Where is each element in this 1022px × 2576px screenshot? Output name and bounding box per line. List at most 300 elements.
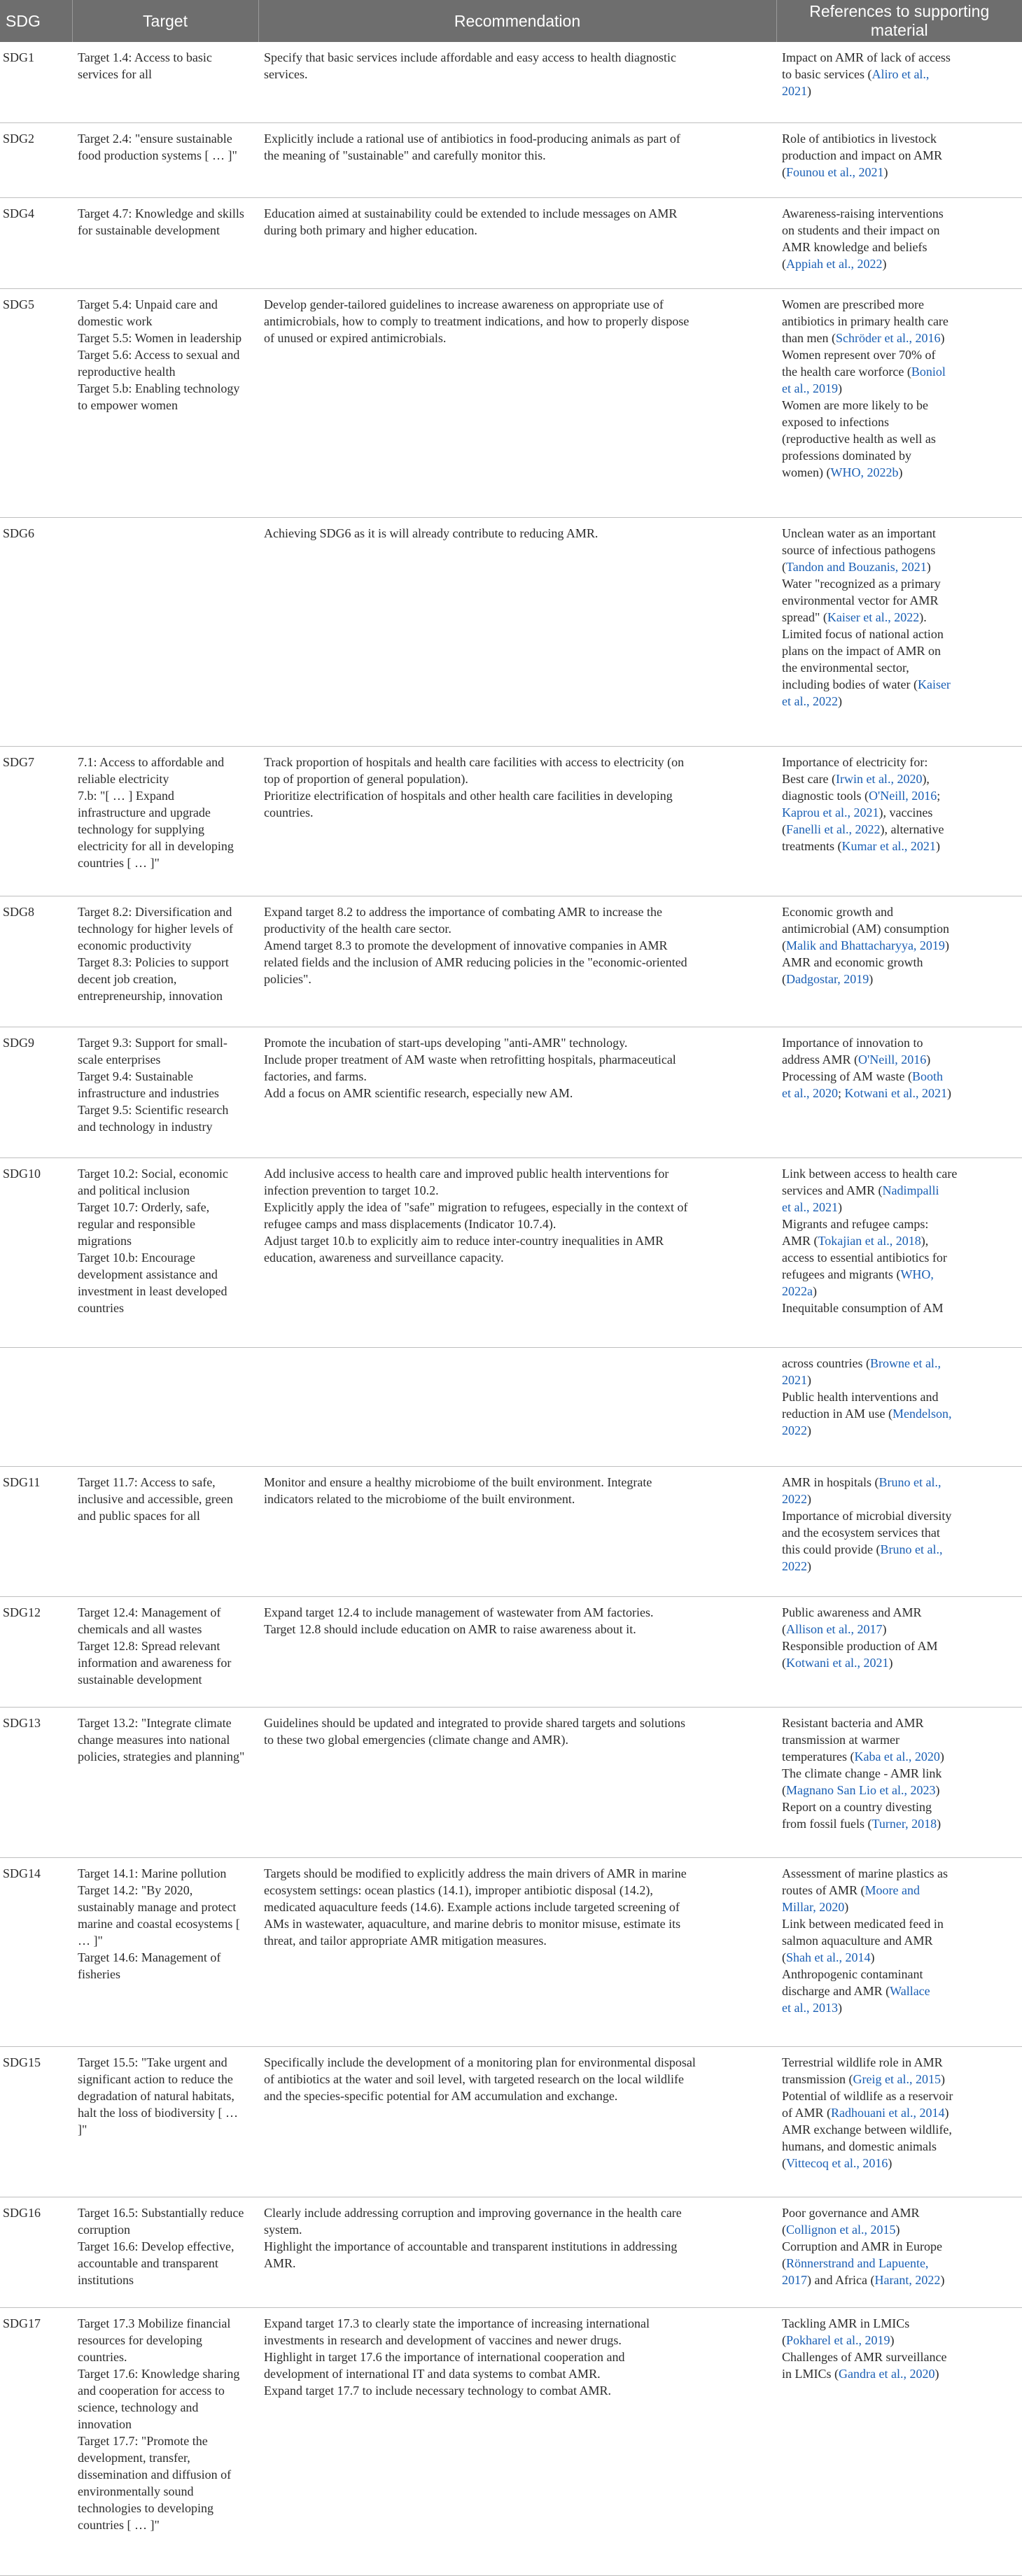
- reference-text: temperatures (: [782, 1750, 855, 1764]
- citation-link[interactable]: et al., 2020: [782, 1085, 838, 1100]
- header-target: Target: [72, 0, 258, 42]
- target-cell: [72, 123, 258, 198]
- text-line: Target 17.3 Mobilize financial: [78, 2316, 231, 2330]
- recommendation-cell: [258, 198, 776, 289]
- text-line: halt the loss of biodiversity [ …: [78, 2106, 238, 2120]
- text-line: significant action to reduce the: [78, 2072, 233, 2087]
- references-cell: [776, 2307, 1022, 2575]
- reference-line: [782, 1983, 1016, 1999]
- table-row: [0, 198, 1022, 289]
- reference-line: [782, 2221, 1016, 2238]
- text-line: degradation of natural habitats,: [78, 2089, 234, 2104]
- reference-text: treatments (: [782, 838, 842, 853]
- reference-line: [782, 1405, 1016, 1422]
- reference-text: (: [782, 822, 786, 836]
- citation-link[interactable]: Dadgostar, 2019: [786, 972, 869, 987]
- reference-line: [782, 49, 1016, 66]
- reference-text: ),: [922, 771, 930, 786]
- reference-text: reduction in AM use (: [782, 1406, 892, 1421]
- citation-link[interactable]: Founou et al., 2021: [786, 165, 884, 180]
- reference-line: [782, 447, 1016, 464]
- text-line: change measures into national: [78, 1733, 230, 1747]
- reference-line: [782, 1216, 1016, 1232]
- reference-line: [782, 464, 1016, 481]
- table-row: [0, 289, 1022, 518]
- reference-line: [782, 2088, 1016, 2104]
- reference-text: refugees and migrants (: [782, 1267, 901, 1282]
- text-line: during both primary and higher education.: [264, 223, 477, 238]
- citation-link[interactable]: 2022: [782, 1423, 807, 1437]
- reference-line: [782, 1249, 1016, 1266]
- reference-line: [782, 693, 1016, 710]
- citation-link[interactable]: Pokharel et al., 2019: [786, 2332, 890, 2347]
- reference-text: women) (: [782, 465, 831, 480]
- recommendation-cell: [258, 896, 776, 1027]
- text-line: Specifically include the development of a monitoring plan for environmental disposal: [264, 2055, 696, 2070]
- text-line: services for all: [78, 67, 152, 81]
- text-line: sustainable development: [78, 1672, 202, 1687]
- reference-text: (reproductive health as well as: [782, 432, 936, 446]
- text-line: chemicals and all wastes: [78, 1621, 202, 1636]
- citation-link[interactable]: Tandon and Bouzanis, 2021: [786, 560, 927, 575]
- reference-text: ): [807, 1491, 811, 1506]
- text-line: Target 9.3: Support for small-: [78, 1035, 227, 1050]
- reference-line: [782, 1507, 1016, 1524]
- reference-line: [782, 1999, 1016, 2016]
- reference-line: [782, 1604, 1016, 1621]
- text-line: Target 4.7: Knowledge and skills: [78, 206, 244, 221]
- reference-text: ): [807, 1558, 811, 1573]
- recommendation-cell: [258, 518, 776, 747]
- text-line: institutions: [78, 2272, 134, 2287]
- table-row: [0, 896, 1022, 1027]
- reference-text: Inequitable consumption of AM: [782, 1301, 944, 1316]
- citation-link[interactable]: Kaiser et al., 2022: [827, 610, 920, 625]
- text-line: countries: [78, 1301, 124, 1316]
- references-cell: [776, 1158, 1022, 1348]
- reference-line: [782, 2255, 1016, 2272]
- target-cell: [72, 1027, 258, 1157]
- citation-link[interactable]: Magnano San Lio et al., 2023: [786, 1783, 936, 1798]
- reference-text: ): [940, 2272, 945, 2287]
- reference-text: ), alternative: [880, 822, 944, 836]
- reference-line: [782, 1388, 1016, 1405]
- target-cell: [72, 42, 258, 123]
- recommendation-cell: [258, 1708, 776, 1857]
- text-line: Target 15.5: "Take urgent and: [78, 2055, 227, 2070]
- reference-text: ): [946, 1085, 951, 1100]
- text-line: Expand target 17.7 to include necessary technology to combat AMR.: [264, 2383, 612, 2398]
- citation-link[interactable]: O'Neill, 2016: [869, 788, 937, 803]
- text-line: investment in least developed: [78, 1284, 227, 1299]
- recommendation-cell: [258, 1857, 776, 2047]
- text-line: refugee camps and mass displacements (Indicator 10.7.4).: [264, 1217, 556, 1232]
- target-cell: [72, 2197, 258, 2307]
- text-line: ecosystem settings: ocean plastics (14.1), improper antibiotic disposal (14.2),: [264, 1882, 653, 1897]
- reference-text: of AMR (: [782, 2106, 832, 2120]
- reference-line: [782, 1654, 1016, 1671]
- reference-line: [782, 380, 1016, 397]
- reference-text: ): [883, 165, 888, 180]
- header-sdg: SDG: [0, 0, 72, 42]
- citation-link[interactable]: Kaprou et al., 2021: [782, 805, 879, 819]
- citation-link[interactable]: et al., 2022: [782, 694, 838, 709]
- recommendation-cell: [258, 2047, 776, 2197]
- reference-line: [782, 770, 1016, 787]
- table-row: [0, 1596, 1022, 1707]
- references-cell: [776, 746, 1022, 896]
- reference-text: Link between access to health care: [782, 1167, 958, 1181]
- reference-text: Anthropogenic contaminant: [782, 1966, 923, 1981]
- reference-text: (: [782, 1655, 786, 1670]
- reference-text: spread" (: [782, 610, 827, 625]
- text-line: Explicitly include a rational use of antibiotics in food-producing animals as part of: [264, 132, 680, 146]
- citation-link[interactable]: 2022a: [782, 1284, 813, 1299]
- reference-line: [782, 164, 1016, 181]
- text-line: medicated aquaculture feeds (14.6). Example actions include targeted screening of: [264, 1899, 680, 1914]
- text-line: top of proportion of general population).: [264, 771, 468, 786]
- reference-text: ): [944, 938, 949, 953]
- reference-line: [782, 1715, 1016, 1731]
- target-cell: [72, 1466, 258, 1596]
- target-cell: [72, 1596, 258, 1707]
- text-line: Target 5.6: Access to sexual and: [78, 348, 240, 363]
- reference-line: [782, 1199, 1016, 1216]
- citation-link[interactable]: Bruno et al.,: [878, 1474, 941, 1489]
- citation-link[interactable]: Collignon et al., 2015: [786, 2222, 896, 2237]
- reference-text: humans, and domestic animals: [782, 2139, 937, 2154]
- table-row: [0, 1027, 1022, 1157]
- text-line: Highlight in target 17.6 the importance of international cooperation and: [264, 2349, 625, 2364]
- reference-text: ): [869, 972, 874, 987]
- sdg-cell: SDG7: [0, 746, 72, 896]
- reference-line: [782, 2071, 1016, 2088]
- reference-text: to basic services (: [782, 67, 872, 81]
- reference-text: (: [782, 2222, 786, 2237]
- reference-text: Link between medicated feed in: [782, 1916, 944, 1931]
- reference-line: [782, 1372, 1016, 1388]
- text-line: Target 5.4: Unpaid care and: [78, 297, 218, 312]
- citation-link[interactable]: O'Neill, 2016: [858, 1052, 927, 1067]
- text-line: domestic work: [78, 314, 153, 329]
- citation-link[interactable]: 2021: [782, 84, 807, 98]
- reference-text: Poor governance and AMR: [782, 2205, 920, 2220]
- text-line: ]": [78, 2123, 88, 2137]
- reference-text: Importance of innovation to: [782, 1035, 923, 1050]
- reference-text: ;: [837, 1085, 845, 1100]
- text-line: decent job creation,: [78, 972, 177, 987]
- text-line: indicators related to the microbiome of the built environment.: [264, 1491, 575, 1506]
- text-line: infrastructure and upgrade: [78, 805, 211, 819]
- reference-text: (: [782, 2156, 786, 2171]
- reference-text: Importance of microbial diversity: [782, 1508, 952, 1523]
- text-line: antimicrobials, how to comply to treatment indications, and how to properly dispose: [264, 314, 690, 329]
- reference-text: ): [939, 1750, 944, 1764]
- text-line: Target 5.b: Enabling technology: [78, 381, 240, 396]
- citation-link[interactable]: 2021: [782, 1372, 807, 1387]
- reference-line: [782, 1085, 1016, 1102]
- citation-link[interactable]: et al., 2021: [782, 1200, 838, 1215]
- reference-line: [782, 1932, 1016, 1949]
- citation-link[interactable]: Kotwani et al., 2021: [844, 1085, 947, 1100]
- citation-link[interactable]: Kumar et al., 2021: [841, 838, 936, 853]
- reference-text: AMR in hospitals (: [782, 1474, 879, 1489]
- text-line: and technology in industry: [78, 1119, 213, 1134]
- text-line: Target 14.6: Management of: [78, 1950, 221, 1964]
- reference-text: ): [890, 2332, 895, 2347]
- text-line: Expand target 8.2 to address the importance of combating AMR to increase the: [264, 905, 663, 920]
- text-line: Expand target 17.3 to clearly state the importance of increasing international: [264, 2316, 650, 2330]
- citation-link[interactable]: 2017: [782, 2272, 807, 2287]
- reference-line: [782, 920, 1016, 937]
- citation-link[interactable]: Wallace: [890, 1983, 930, 1998]
- target-cell: [72, 896, 258, 1027]
- reference-text: ): [940, 2072, 945, 2087]
- citation-link[interactable]: Greig et al., 2015: [853, 2072, 941, 2087]
- reference-line: [782, 1283, 1016, 1300]
- citation-link[interactable]: Rönnerstrand and Lapuente,: [786, 2255, 929, 2270]
- reference-text: Unclean water as an important: [782, 526, 936, 541]
- reference-text: in LMICs (: [782, 2366, 839, 2381]
- text-line: system.: [264, 2222, 302, 2237]
- references-cell: [776, 42, 1022, 123]
- reference-line: [782, 414, 1016, 430]
- text-line: to these two global emergencies (climate change and AMR).: [264, 1733, 569, 1747]
- reference-line: [782, 2104, 1016, 2121]
- text-line: Target 14.2: "By 2020,: [78, 1882, 193, 1897]
- citation-link[interactable]: Tokajian et al., 2018: [818, 1234, 921, 1248]
- reference-line: [782, 787, 1016, 804]
- references-cell: [776, 896, 1022, 1027]
- reference-text: ): [937, 1817, 941, 1831]
- sdg-cell: SDG6: [0, 518, 72, 747]
- text-line: Target 8.3: Policies to support: [78, 955, 229, 970]
- text-line: marine and coastal ecosystems [: [78, 1916, 240, 1931]
- reference-text: Limited focus of national action: [782, 627, 944, 642]
- reference-line: [782, 330, 1016, 346]
- citation-link[interactable]: Gandra et al., 2020: [839, 2366, 935, 2381]
- reference-line: [782, 430, 1016, 447]
- text-line: environmentally sound: [78, 2484, 194, 2498]
- references-cell: [776, 1857, 1022, 2047]
- references-cell: [776, 1466, 1022, 1596]
- text-line: Highlight the importance of accountable and transparent institutions in addressing: [264, 2239, 678, 2253]
- table-row: [0, 1466, 1022, 1596]
- reference-line: [782, 1731, 1016, 1748]
- citation-link[interactable]: Boniol: [911, 365, 946, 379]
- citation-link[interactable]: Kotwani et al., 2021: [786, 1655, 889, 1670]
- header-recommendation: Recommendation: [258, 0, 776, 42]
- text-line: countries [ … ]": [78, 2517, 160, 2532]
- table-row: [0, 2197, 1022, 2307]
- reference-text: professions dominated by: [782, 449, 911, 463]
- citation-link[interactable]: Browne et al.,: [869, 1356, 941, 1370]
- reference-text: (: [782, 1783, 786, 1798]
- reference-text: ): [888, 2156, 892, 2171]
- reference-text: ): [944, 2106, 949, 2120]
- reference-text: ), vaccines: [878, 805, 933, 819]
- reference-text: (: [782, 2255, 786, 2270]
- text-line: Adjust target 10.b to explicitly aim to reduce inter-country inequalities in AMR: [264, 1234, 664, 1248]
- text-line: of unused or expired antimicrobials.: [264, 331, 447, 346]
- recommendation-cell: [258, 1596, 776, 1707]
- text-line: Target 10.7: Orderly, safe,: [78, 1200, 210, 1215]
- reference-text: services and AMR (: [782, 1183, 883, 1198]
- reference-text: (: [782, 972, 786, 987]
- reference-text: AMR exchange between wildlife,: [782, 2123, 952, 2137]
- reference-text: routes of AMR (: [782, 1882, 865, 1897]
- citation-link[interactable]: Vittecoq et al., 2016: [786, 2156, 888, 2171]
- reference-line: [782, 130, 1016, 147]
- target-cell: [72, 518, 258, 747]
- reference-line: [782, 1232, 1016, 1249]
- reference-text: across countries (: [782, 1356, 870, 1370]
- reference-text: ): [926, 1052, 931, 1067]
- reference-text: antibiotics in primary health care: [782, 314, 948, 329]
- citation-link[interactable]: WHO, 2022b: [830, 465, 899, 480]
- citation-link[interactable]: Kaiser: [917, 677, 951, 692]
- reference-text: ): [935, 1783, 940, 1798]
- target-cell: [72, 1158, 258, 1348]
- text-line: productivity of the health care sector.: [264, 922, 451, 936]
- reference-text: Women represent over 70% of: [782, 348, 936, 363]
- reference-line: [782, 1882, 1016, 1899]
- reference-line: [782, 1422, 1016, 1439]
- citation-link[interactable]: Allison et al., 2017: [786, 1621, 883, 1636]
- text-line: Track proportion of hospitals and health care facilities with access to electricity (on: [264, 754, 685, 769]
- citation-link[interactable]: 2022: [782, 1558, 807, 1573]
- reference-text: ).: [919, 610, 927, 625]
- text-line: AMs in wastewater, aquaculture, and marine debris to monitor misuse, estimate its: [264, 1916, 681, 1931]
- text-line: threat, and tailor appropriate AMR mitigation measures.: [264, 1933, 547, 1948]
- reference-text: Terrestrial wildlife role in AMR: [782, 2055, 943, 2070]
- recommendation-cell: [258, 1466, 776, 1596]
- citation-link[interactable]: Bruno et al.,: [880, 1542, 943, 1556]
- text-line: Expand target 12.4 to include management of wastewater from AM factories.: [264, 1605, 654, 1619]
- text-line: of antibiotics at the water and soil level, with targeted research on the local wildlife: [264, 2072, 684, 2087]
- reference-text: Role of antibiotics in livestock: [782, 132, 937, 146]
- reference-line: [782, 1765, 1016, 1782]
- reference-line: [782, 1355, 1016, 1372]
- table-row: [0, 1347, 1022, 1466]
- reference-text: Economic growth and: [782, 905, 893, 920]
- target-cell: [72, 1347, 258, 1466]
- reference-line: [782, 1949, 1016, 1966]
- citation-link[interactable]: 2022: [782, 1491, 807, 1506]
- target-cell: [72, 2307, 258, 2575]
- reference-line: [782, 2238, 1016, 2255]
- citation-link[interactable]: Nadimpalli: [882, 1183, 939, 1198]
- text-line: Explicitly apply the idea of "safe" migration to refugees, especially in the context of: [264, 1200, 688, 1215]
- reference-line: [782, 1051, 1016, 1068]
- reference-line: [782, 971, 1016, 987]
- text-line: technologies to developing: [78, 2500, 214, 2515]
- header-references: References to supporting material: [776, 0, 1022, 42]
- citation-link[interactable]: et al., 2013: [782, 2000, 838, 2015]
- reference-text: Resistant bacteria and AMR: [782, 1716, 924, 1731]
- citation-link[interactable]: Moore and: [864, 1882, 920, 1897]
- reference-line: [782, 1165, 1016, 1182]
- citation-link[interactable]: Shah et al., 2014: [786, 1950, 871, 1964]
- text-line: sustainably manage and protect: [78, 1899, 237, 1914]
- reference-line: [782, 903, 1016, 920]
- citation-link[interactable]: WHO,: [900, 1267, 934, 1282]
- citation-link[interactable]: Mendelson,: [892, 1406, 952, 1421]
- text-line: Amend target 8.3 to promote the development of innovative companies in AMR: [264, 938, 668, 953]
- target-cell: [72, 1857, 258, 2047]
- reference-text: than men (: [782, 331, 836, 346]
- citation-link[interactable]: Aliro et al.,: [872, 67, 930, 81]
- text-line: Clearly include addressing corruption and improving governance in the health care: [264, 2205, 682, 2220]
- target-cell: [72, 198, 258, 289]
- reference-text: production and impact on AMR: [782, 148, 942, 163]
- text-line: electricity for all in developing: [78, 838, 234, 853]
- text-line: development of international IT and data systems to combat AMR.: [264, 2366, 601, 2381]
- citation-link[interactable]: Millar, 2020: [782, 1899, 845, 1914]
- recommendation-cell: [258, 289, 776, 518]
- text-line: 7.1: Access to affordable and: [78, 754, 225, 769]
- table-row: [0, 1158, 1022, 1348]
- reference-text: ): [898, 465, 903, 480]
- sdg-cell: SDG10: [0, 1158, 72, 1348]
- citation-link[interactable]: Harant, 2022: [874, 2272, 941, 2287]
- citation-link[interactable]: et al., 2019: [782, 381, 838, 396]
- citation-link[interactable]: Schröder et al., 2016: [835, 331, 941, 346]
- text-line: factories, and farms.: [264, 1069, 367, 1083]
- text-line: Target 16.6: Develop effective,: [78, 2239, 234, 2253]
- text-line: countries.: [78, 2349, 127, 2364]
- text-line: Target 10.b: Encourage: [78, 1251, 195, 1265]
- reference-text: Tackling AMR in LMICs: [782, 2316, 910, 2330]
- citation-link[interactable]: Kaba et al., 2020: [854, 1750, 940, 1764]
- references-cell: [776, 1708, 1022, 1857]
- text-line: Target 17.7: "Promote the: [78, 2433, 208, 2448]
- reference-line: [782, 525, 1016, 542]
- citation-link[interactable]: Malik and Bhattacharyya, 2019: [786, 938, 945, 953]
- reference-text: Processing of AM waste (: [782, 1069, 912, 1083]
- citation-link[interactable]: Fanelli et al., 2022: [786, 822, 881, 836]
- reference-line: [782, 1541, 1016, 1558]
- text-line: and public spaces for all: [78, 1508, 200, 1523]
- reference-line: [782, 346, 1016, 363]
- reference-text: ): [882, 257, 887, 272]
- reference-text: ): [807, 1423, 811, 1437]
- reference-text: Water "recognized as a primary: [782, 577, 941, 591]
- reference-text: ): [807, 84, 811, 98]
- text-line: 7.b: "[ … ] Expand: [78, 788, 174, 803]
- reference-line: [782, 1182, 1016, 1199]
- reference-line: [782, 2365, 1016, 2382]
- text-line: policies, strategies and planning": [78, 1750, 245, 1764]
- reference-line: [782, 575, 1016, 592]
- text-line: for sustainable development: [78, 223, 220, 238]
- citation-link[interactable]: Irwin et al., 2020: [835, 771, 923, 786]
- reference-text: source of infectious pathogens: [782, 543, 936, 558]
- reference-text: transmission (: [782, 2072, 853, 2087]
- citation-link[interactable]: Turner, 2018: [872, 1817, 937, 1831]
- citation-link[interactable]: Radhouani et al., 2014: [831, 2106, 945, 2120]
- citation-link[interactable]: Booth: [911, 1069, 943, 1083]
- reference-text: Public health interventions and: [782, 1389, 939, 1404]
- reference-text: Potential of wildlife as a reservoir: [782, 2089, 953, 2104]
- text-line: education, awareness and surveillance capacity.: [264, 1251, 504, 1265]
- reference-text: Challenges of AMR surveillance: [782, 2349, 947, 2364]
- reference-line: [782, 1799, 1016, 1815]
- reference-line: [782, 313, 1016, 330]
- reference-text: ) and Africa (: [807, 2272, 875, 2287]
- recommendation-cell: [258, 1027, 776, 1157]
- citation-link[interactable]: Appiah et al., 2022: [786, 257, 883, 272]
